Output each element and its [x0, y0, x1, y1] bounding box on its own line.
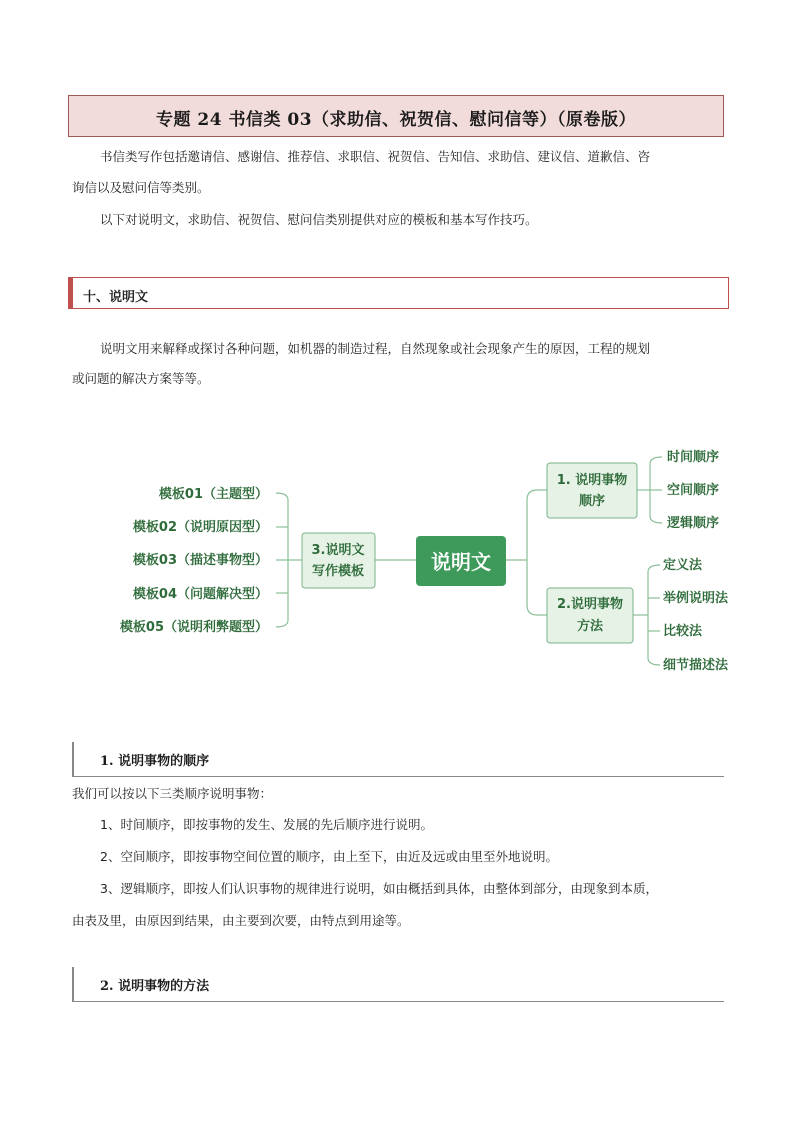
order-list: [666, 449, 719, 531]
template-list: [120, 486, 268, 635]
method-item-1: 定义法: [663, 558, 703, 573]
method-node: [547, 588, 633, 643]
order-node: [547, 463, 637, 518]
method-list: [662, 557, 729, 673]
writing-template-node: [302, 533, 375, 588]
sub1-left-bar: [72, 742, 74, 776]
sub2-underline: [72, 1001, 724, 1002]
method-node-label-2: 方法: [576, 619, 604, 634]
sub2-heading: 2. 说明事物的方法: [100, 979, 210, 994]
sub1-lead: 我们可以按以下三类顺序说明事物：: [72, 786, 273, 801]
sub1-underline: [72, 776, 724, 777]
page-title: 专题 24 书信类 03（求助信、祝贺信、慰问信等）（原卷版）: [155, 110, 637, 130]
template-item-5: 模板05（说明利弊题型）: [119, 620, 268, 635]
method-item-2: 举例说明法: [663, 591, 729, 606]
sub2-left-bar: [72, 967, 74, 1001]
method-item-4: 细节描述法: [663, 658, 729, 673]
section-heading: 十、说明文: [83, 290, 149, 305]
sub1-item-3-line-2: 由表及里，由原因到结果，由主要到次要，由特点到用途等。: [72, 913, 410, 928]
mindmap-diagram: [0, 430, 794, 690]
order-item-2: 空间顺序: [667, 483, 720, 498]
sub1-item-1: 1、时间顺序，即按事物的发生、发展的先后顺序进行说明。: [100, 817, 433, 832]
template-item-1: 模板01（主题型）: [158, 487, 268, 502]
title-banner: [68, 95, 724, 137]
template-item-3: 模板03（描述事物型）: [132, 553, 268, 568]
writing-template-label-1: 3.说明文: [311, 543, 365, 558]
intro-line-2: 询信以及慰问信等类别。: [72, 180, 210, 195]
section-heading-box: [68, 277, 729, 309]
order-node-label-2: 顺序: [578, 494, 606, 509]
writing-template-label-2: 写作模板: [311, 564, 365, 579]
order-item-1: 时间顺序: [667, 450, 720, 465]
method-item-3: 比较法: [663, 624, 703, 639]
template-item-4: 模板04（问题解决型）: [132, 587, 268, 602]
method-node-label-1: 2.说明事物: [557, 597, 623, 612]
center-node: [416, 536, 506, 586]
sub1-item-3-line-1: 3、逻辑顺序，即按人们认识事物的规律进行说明，如由概括到具体，由整体到部分，由现象到本质，: [100, 881, 658, 896]
intro-line-1: 书信类写作包括邀请信、感谢信、推荐信、求职信、祝贺信、告知信、求助信、建议信、道歉信、咨: [100, 149, 651, 164]
center-node-label: 说明文: [431, 550, 491, 574]
section-desc-line-1: 说明文用来解释或探讨各种问题，如机器的制造过程，自然现象或社会现象产生的原因，工程的规划: [100, 341, 651, 356]
intro-line-3: 以下对说明文，求助信、祝贺信、慰问信类别提供对应的模板和基本写作技巧。: [100, 212, 538, 227]
sub1-item-2: 2、空间顺序，即按事物空间位置的顺序，由上至下，由近及远或由里至外地说明。: [100, 849, 558, 864]
template-item-2: 模板02（说明原因型）: [132, 520, 268, 535]
order-node-label-1: 1. 说明事物: [556, 473, 628, 488]
sub1-heading: 1. 说明事物的顺序: [100, 754, 210, 769]
section-desc-line-2: 或问题的解决方案等等。: [72, 371, 210, 386]
order-item-3: 逻辑顺序: [667, 516, 720, 531]
